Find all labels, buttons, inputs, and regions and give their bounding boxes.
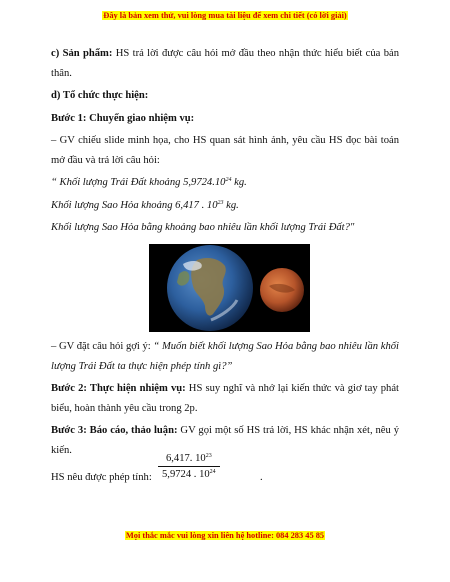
fraction-numerator (158, 453, 220, 467)
step3-label: Bước 3: Báo cáo, thảo luận: (51, 425, 178, 436)
section-c-text: HS trả lời được câu hỏi mở đầu theo nhận thức hiểu biết của bản thân. (51, 48, 399, 79)
formula-label: HS nêu được phép tính: (51, 472, 152, 483)
hint-paragraph (51, 337, 399, 376)
q2-exponent: 23 (217, 199, 224, 206)
denominator-exponent: 24 (209, 469, 216, 475)
step3-text: GV gọi một số HS trả lời, HS khác nhận xét, nêu ý kiến. (51, 425, 399, 456)
section-c-paragraph (51, 44, 399, 83)
step1-heading (51, 109, 399, 129)
hint-question: “ Muốn biết khối lượng Sao Hỏa bằng bao nhiêu lần khối lượng Trái Đất ta thực hiện phép tính gì?” (51, 341, 399, 372)
preview-banner (0, 11, 450, 20)
section-d-label: d) Tổ chức thực hiện: (51, 90, 149, 101)
fraction-denominator (158, 467, 220, 480)
document-body (51, 44, 399, 241)
earth-mars-image (149, 244, 310, 332)
step1-text: – GV chiếu slide minh họa, cho HS quan sát hình ảnh, yêu cầu HS đọc bài toán mở đầu và trả lời câu hỏi: (51, 135, 399, 166)
hotline-banner-text: Mọi thắc mắc vui lòng xin liên hệ hotline: 084 283 45 85 (125, 531, 325, 540)
question-earth-mass (51, 173, 399, 193)
preview-banner-text: Đây là bản xem thử, vui lòng mua tài liệu để xem chi tiết (có lời giải) (103, 11, 347, 20)
step2-paragraph (51, 379, 399, 418)
q1-exponent: 24 (225, 177, 232, 183)
step2-label: Bước 2: Thực hiện nhiệm vụ: (51, 383, 186, 394)
mass-ratio-fraction (158, 453, 220, 480)
denominator-base: 5,9724 . 10 (162, 469, 210, 480)
q2-prefix: Khối lượng Sao Hỏa khoảng 6,417 . 10 (51, 199, 218, 211)
question-ratio: Khối lượng Sao Hỏa bằng khoảng bao nhiêu lần khối lượng Trái Đất?" (51, 222, 355, 233)
section-d-heading (51, 86, 399, 106)
numerator-base: 6,417. 10 (165, 453, 206, 464)
formula-row (51, 448, 399, 498)
numerator-exponent: 23 (205, 453, 212, 459)
hotline-banner (0, 531, 450, 540)
q1-suffix: kg. (231, 177, 247, 188)
q2-suffix: kg. (223, 199, 239, 211)
document-body-continued (51, 337, 399, 463)
step1-label: Bước 1: Chuyển giao nhiệm vụ: (51, 112, 195, 124)
q1-prefix: “ Khối lượng Trái Đất khoảng 5,9724.10 (51, 177, 226, 188)
section-c-label: c) Sản phẩm: (51, 48, 113, 59)
question-mars-mass (51, 196, 399, 216)
formula-period: . (260, 472, 263, 483)
hint-text: – GV đặt câu hỏi gợi ý: (51, 341, 154, 352)
step2-text: HS suy nghĩ và nhớ lại kiến thức và giơ tay phát biểu, hoàn thành yêu cầu trong 2p. (51, 383, 399, 414)
